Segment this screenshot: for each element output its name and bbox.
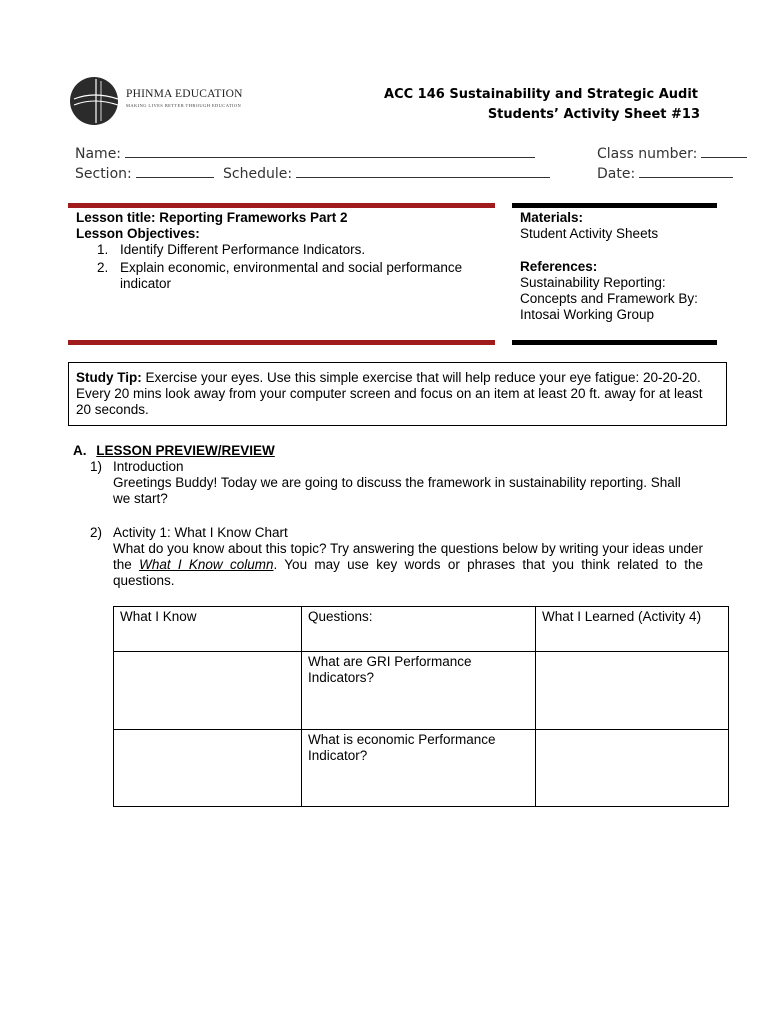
materials-value: Student Activity Sheets [520,226,659,241]
section-a-title: LESSON PREVIEW/REVIEW [96,443,275,458]
header-what-i-learned: What I Learned (Activity 4) [536,607,729,652]
what-i-know-chart [113,606,729,807]
schedule-label: Schedule: [223,166,293,182]
section-a-heading [73,443,275,459]
table-header-row [114,607,729,652]
objective-2: 2. Explain economic, environmental and social performance indicator [97,260,463,291]
section-line[interactable] [136,165,214,178]
name-line[interactable] [125,145,535,158]
item-2-text: What do you know about this topic? Try answering the questions below by writing your ideas under the What I Know column. You may use key words or phrases that you think related to the questions. [113,541,703,588]
materials-top-bar [512,203,717,208]
phinma-logo [70,73,243,129]
class-number-line[interactable] [701,145,747,158]
date-line[interactable] [639,165,733,178]
section-label: Section: [75,166,132,182]
table-row [114,730,729,807]
question-cell: What is economic Performance Indicator? [302,730,536,807]
name-label: Name: [75,146,122,162]
references-value: Sustainability Reporting: Concepts and Framework By: Intosai Working Group [520,275,698,322]
lesson-block [76,210,491,292]
schedule-line[interactable] [296,165,550,178]
course-title: ACC 146 Sustainability and Strategic Audit [384,87,698,102]
table-row [114,652,729,730]
answer-cell[interactable] [114,730,302,807]
header-questions: Questions: [302,607,536,652]
class-number-label: Class number: [597,146,698,162]
references-label: References: [520,259,598,274]
lesson-bottom-bar [68,340,495,345]
lesson-title: Lesson title: Reporting Frameworks Part 2 [76,210,348,225]
materials-block [520,210,716,323]
sheet-title: Students’ Activity Sheet #13 [487,107,700,122]
item-2 [113,525,703,589]
item-1-number: 1) [90,459,103,474]
schedule-field[interactable] [223,165,550,182]
date-label: Date: [597,166,636,182]
objective-2-number: 2. [97,260,109,275]
item-1 [113,459,699,507]
header-what-i-know: What I Know [114,607,302,652]
materials-bottom-bar [512,340,717,345]
logo-name: PHINMA EDUCATION [126,88,243,100]
section-field[interactable] [75,165,214,182]
logo-tagline: MAKING LIVES BETTER THROUGH EDUCATION [126,103,242,108]
study-tip-box [68,362,727,426]
class-number-field[interactable] [597,145,747,162]
study-tip-label: Study Tip: [76,370,142,385]
objective-1-number: 1. [97,242,109,257]
name-field[interactable] [75,145,535,162]
date-field[interactable] [597,165,733,182]
item-2-title: Activity 1: What I Know Chart [113,525,288,540]
objective-1: 1. Identify Different Performance Indicators. [97,242,366,257]
phinma-emblem-icon [70,73,120,129]
item-1-text: Greetings Buddy! Today we are going to discuss the framework in sustainability reporting. Shall we start? [113,475,681,506]
answer-cell[interactable] [114,652,302,730]
what-i-know-column-emphasis: What I Know column [139,557,274,572]
materials-label: Materials: [520,210,584,225]
lesson-top-bar [68,203,495,208]
study-tip-text: Exercise your eyes. Use this simple exercise that will help reduce your eye fatigue: 20-20-20. Every 20 mins look away from your computer screen and focus on an item at least 20 ft. away for at least 20 seconds. [76,370,703,417]
learned-cell[interactable] [536,652,729,730]
question-cell: What are GRI Performance Indicators? [302,652,536,730]
objectives-label: Lesson Objectives: [76,226,200,241]
section-a-letter: A. [73,443,87,458]
learned-cell[interactable] [536,730,729,807]
item-2-number: 2) [90,525,103,540]
item-1-title: Introduction [113,459,184,474]
